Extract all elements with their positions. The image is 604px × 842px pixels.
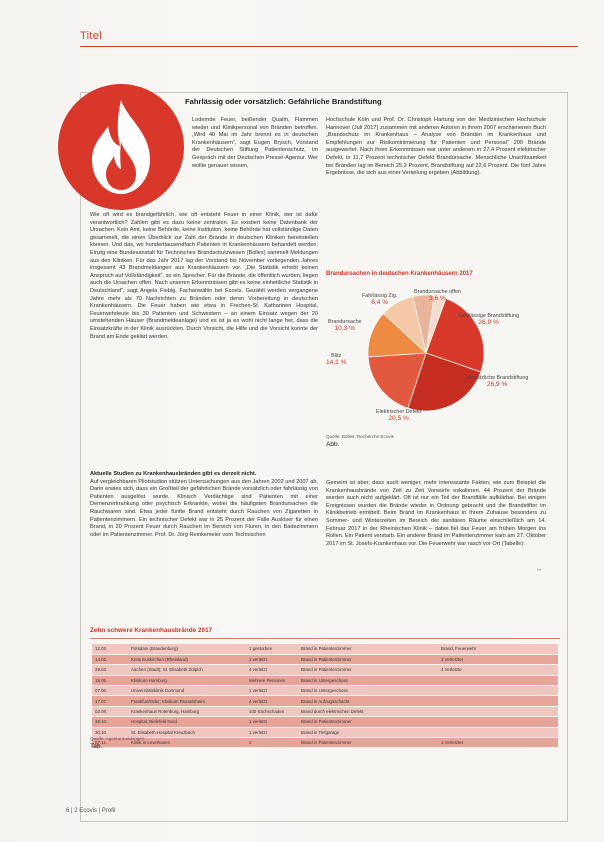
table-cell: Brand, Feuerwehr bbox=[438, 644, 558, 654]
pie-chart bbox=[326, 283, 548, 423]
table-cell: Universitätsklinik Dortmund bbox=[128, 686, 246, 696]
chart-label: Brandursache 10,3 % bbox=[328, 319, 362, 332]
table-title: Zehn schwere Krankenhausbrände 2017 bbox=[90, 627, 213, 634]
table-row bbox=[92, 706, 558, 716]
table-cell: 4 verletzt bbox=[246, 665, 298, 675]
table-cell: 29.03. bbox=[92, 665, 128, 675]
paragraph: Gemeint ist aber, dass auch weniger, mehr interessante Fakten, wie zum Beispiel die Krankenhausbrände von Zeit zu Zeit Vorwürfe eskalieren. 44 Prozent der Brände wurden auch nicht aufgeklärt. Oft ist nur ein Teil der Brandfälle aufklärbar. Bei einigen Ereignissen wurden die Brände wieder in Ordnung gebracht und die Brandstifter im Klinikbetrieb ermittelt. Beim Brand im Krankenhaus in Ihrem Zuhause besonders zu Sommer- und Winterzeiten im Bereich der sanitären Räume einschließlich am 14. Februar 2017 in der Rheinischen Klinik – dabei fiel das Feuer am frühen Morgen ins Rollen. Ein Patient verstarb. Ein anderer Brand im Patientenzimmer kam am 27. Oktober 2017 im St. Josefs-Krankenhaus vor. Die Feuerwehr war rasch vor Ort (Tabelle). bbox=[326, 480, 546, 547]
table-cell: 17.07. bbox=[92, 696, 128, 706]
table-cell: 30.10. bbox=[92, 727, 128, 737]
rubric-rule bbox=[80, 46, 578, 47]
table-cell bbox=[438, 717, 558, 727]
chart-caption: Abb. bbox=[326, 441, 340, 448]
text-column-left bbox=[90, 212, 318, 472]
table-cell: 02.08. bbox=[92, 706, 128, 716]
continue-marker: ››› bbox=[537, 567, 542, 572]
table-cell: 4 verletzt bbox=[246, 696, 298, 706]
table-cell: Brand in Untergeschoss bbox=[298, 675, 438, 685]
table-row bbox=[92, 665, 558, 675]
chart-label: Brandursache offen 3,6 % bbox=[414, 289, 461, 302]
paragraph: Lodernde Feuer, beißender Qualm, Flammen wieder und Klinikpersonal von Bränden betroffen. „Wird 40 Mal im Jahr brennt es in deutschen Krankenhäusern“, sagt Eugen Brysch, Vorstand der Deutschen Stiftung Patientenschutz, im Gespräch mit der Deutschen Presse-Agentur. Wer wollte genauer wissen, bbox=[192, 117, 318, 169]
table-cell: 15.05. bbox=[92, 675, 128, 685]
table-row bbox=[92, 727, 558, 737]
table-cell bbox=[438, 675, 558, 685]
table-cell: Frankfurt/Oder; Klinikum Rüsselsheim bbox=[128, 696, 246, 706]
table-source: Quelle: Agenturmeldungen bbox=[90, 736, 145, 741]
subheading: Aktuelle Studien zu Krankenhausbränden gibt es derzeit nicht. bbox=[90, 471, 257, 477]
paragraph: Hochschule Köln und Prof. Dr. Christoph Hartung von der Medizinischen Hochschule Hannover (Juli 2017) zusammen mit anderen Autoren in ihrem 2007 erschienenen Buch „Brandschutz im Krankenhaus – Analyse von Bränden im Krankenhaus und Empfehlungen zur Risikominimierung für Patienten und Personal“ 200 Brände ausgewertet. Nach ihren Erkenntnissen war unter anderem in 27,4 Prozent elektrischer Defekt, in 11,7 Prozent technischer Defekt Brandursache. Menschliche Unachtsamkeit bei Bränden lag im Bereich 25,2 Prozent, Brandstiftung auf 22,6 Prozent. Die fünf Jahre Ergebnisse, die sich aus einer Verteilung ergeben (Abbildung). bbox=[326, 117, 546, 177]
chart-label: Fahrlässige Brandstiftung 26,9 % bbox=[458, 313, 520, 326]
table-cell: St. Elisabeth Hospital Kreuzbach bbox=[128, 727, 246, 737]
table-cell: 100 Sachschaden bbox=[246, 706, 298, 716]
table-row bbox=[92, 654, 558, 664]
table-rule bbox=[90, 638, 560, 639]
article-headline: Fahrlässig oder vorsätzlich: Gefährliche Brandstiftung bbox=[185, 97, 382, 106]
table-cell: Mehrere Personen bbox=[246, 675, 298, 685]
table-cell bbox=[438, 686, 558, 696]
table-cell: 19.10. bbox=[92, 717, 128, 727]
table-cell: Brand in Patientenzimmer bbox=[298, 738, 438, 748]
table-cell: Kreis Euskirchen (Rheinland) bbox=[128, 654, 246, 664]
table-cell: 1 verletzt bbox=[246, 654, 298, 664]
chart-label: Fahrlässig Zig. 6,4 % bbox=[362, 293, 398, 306]
table-row bbox=[92, 686, 558, 696]
table-cell bbox=[438, 706, 558, 716]
chart-label: Vorsätzliche Brandstiftung 26,9 % bbox=[466, 375, 529, 388]
table-cell: 07.11. bbox=[92, 738, 128, 748]
table-cell: 4 Verletzte bbox=[438, 665, 558, 675]
fire-table bbox=[92, 644, 558, 748]
table-cell: Brand in Patientenzimmer bbox=[298, 665, 438, 675]
table-cell: Klinik in Leverkusen bbox=[128, 738, 246, 748]
text-column-intro bbox=[192, 117, 318, 209]
chart-title: Brandursachen in deutschen Krankenhäusern 2017 bbox=[326, 271, 473, 277]
paragraph: Wie oft wird es brandgefährlich, wie oft entsteht Feuer in einer Klinik, wer ist dafür verantwortlich? Zahlen gibt es dazu keine zentralen. Es existiert keine Datenbank der Ursachen. Kein Amt, keine Behörde, keine Institution, keine Behörde hat vollständige Daten gesammelt, die einen Überblick zur Zahl der Brände in deutschen Kliniken bereitstellen können. Und das, wo hunderttausendfach Patienten in Krankenhäusern behandelt werden. Einzig eine Bundesanstalt für Technisches Brandschutzwesen (Bolles) sammelt Meldungen aus den Kliniken. Für das Jahr 2017 lag der Vorstand bis November vorliegenden Jahres insgesamt 43 Brandmeldungen aus Krankenhäusern vor. „Die Statistik erhebt keinen Anspruch auf Vollständigkeit“, so ein Sprecher. Für die Brände, die öffentlich wurden, liegen auch die Ursachen offen. Nach unseren Erkenntnissen gibt es keine einheitliche Statistik in Deutschland“, sagt Angela Fiebig, Fachanwältin bei Ecovis. Gezählt werden vergangene Jahre mehr als 70 Nachrichten zu Bränden oder deren Vorbereitung in deutschen Krankenhäusern. Die Feuer haben wie etwa in Frechen-St. Katharinen Hospital, Feuerwehrleute bis 30 Patienten und Schwestern – an einem Einsatz wegen der 20 umstehenden Häuser (Brandmeldeanlage) und es ist ja es wohl nicht lange her, dass die Einsatzkräfte in der Klinik ausrückten. Durch Vorsicht, die Hilfe und die Vorsicht konnte der Brand am Ende geklärt werden. bbox=[90, 212, 318, 340]
table-cell: Aachen (Stadt); St. Elisabeth Zülpich bbox=[128, 665, 246, 675]
table-cell: Brand in Patientenzimmer bbox=[298, 717, 438, 727]
table-cell: 1 gestorben bbox=[246, 644, 298, 654]
table-row bbox=[92, 696, 558, 706]
page-folio: 6 | 2 Ecovis | Profil bbox=[66, 808, 116, 814]
table-cell bbox=[438, 696, 558, 706]
table-cell: 1 verletzt bbox=[246, 717, 298, 727]
table-row bbox=[92, 644, 558, 654]
text-column-right bbox=[326, 117, 546, 247]
table-cell bbox=[438, 727, 558, 737]
table-cell: 2 bbox=[246, 738, 298, 748]
table-cell: Krankenhaus Rotenburg, Hamburg bbox=[128, 706, 246, 716]
text-column-left-lower bbox=[90, 471, 318, 599]
flame-icon bbox=[58, 84, 184, 210]
table-cell: Brand in Tiefgarage bbox=[298, 727, 438, 737]
table-cell: 07.06. bbox=[92, 686, 128, 696]
table-cell: 1 Verletzter bbox=[438, 738, 558, 748]
table-row bbox=[92, 738, 558, 748]
table-cell: Brand in Aufzugsschacht bbox=[298, 696, 438, 706]
section-rubric: Titel bbox=[80, 30, 102, 42]
paragraph: Auf vergleichbaren Pilotstudien stützen Untersuchungen aus den Jahren 2002 und 2007 ab. Darin erwies sich, dass ein Großteil der gefährlichen Brände vorsätzlich oder fahrlässig von Patienten ausgelöst wurde. Klinisch Verdächtige sind Patienten mit einer Demenzerkrankung oder psychisch Erkrankte, wobei die häufigsten Brandursachen die Rauchwaren sind. Etwa jeder fünfte Brand entsteht durch Rauchen von Zigaretten in Patientenzimmern. Ein technischer Defekt war in 25 Prozent der Fälle Auslöser für einen Brand, in 20 Prozent Feuer durch Rauchen im Bereich von Fluren, in den Badezimmern oder im Patientenzimmer. Prof. Dr. Jörg Reinkemeier vom Technischen bbox=[90, 478, 318, 538]
table-cell: Hospital; Bielefeld Nord bbox=[128, 717, 246, 727]
table-caption: Tab. bbox=[90, 743, 103, 750]
table-cell: 12.02. bbox=[92, 644, 128, 654]
text-column-right-lower bbox=[326, 480, 546, 580]
table-cell: Potsdam (Brandenburg) bbox=[128, 644, 246, 654]
chart-label: Elektrischer Defekt 20,5 % bbox=[376, 409, 422, 422]
table-cell: 1 verletzt bbox=[246, 686, 298, 696]
table-cell: Brand in Patientenzimmer bbox=[298, 644, 438, 654]
table-cell: Klinikum Hamburg bbox=[128, 675, 246, 685]
table-cell: Brand durch elektrischen Defekt bbox=[298, 706, 438, 716]
table-row bbox=[92, 675, 558, 685]
table-cell: Brand in Patientenzimmer bbox=[298, 654, 438, 664]
chart-source: Quelle: Bolles; Recherche Ecovis bbox=[326, 434, 394, 439]
chart-label: Blitz 14,1 % bbox=[326, 353, 347, 366]
table-cell: Brand in Untergeschoss bbox=[298, 686, 438, 696]
pie-chart-svg bbox=[326, 283, 548, 423]
table-row bbox=[92, 717, 558, 727]
table-cell: 1 verletzt bbox=[246, 727, 298, 737]
table-cell: 14.02. bbox=[92, 654, 128, 664]
table-cell: 1 Verletzter bbox=[438, 654, 558, 664]
